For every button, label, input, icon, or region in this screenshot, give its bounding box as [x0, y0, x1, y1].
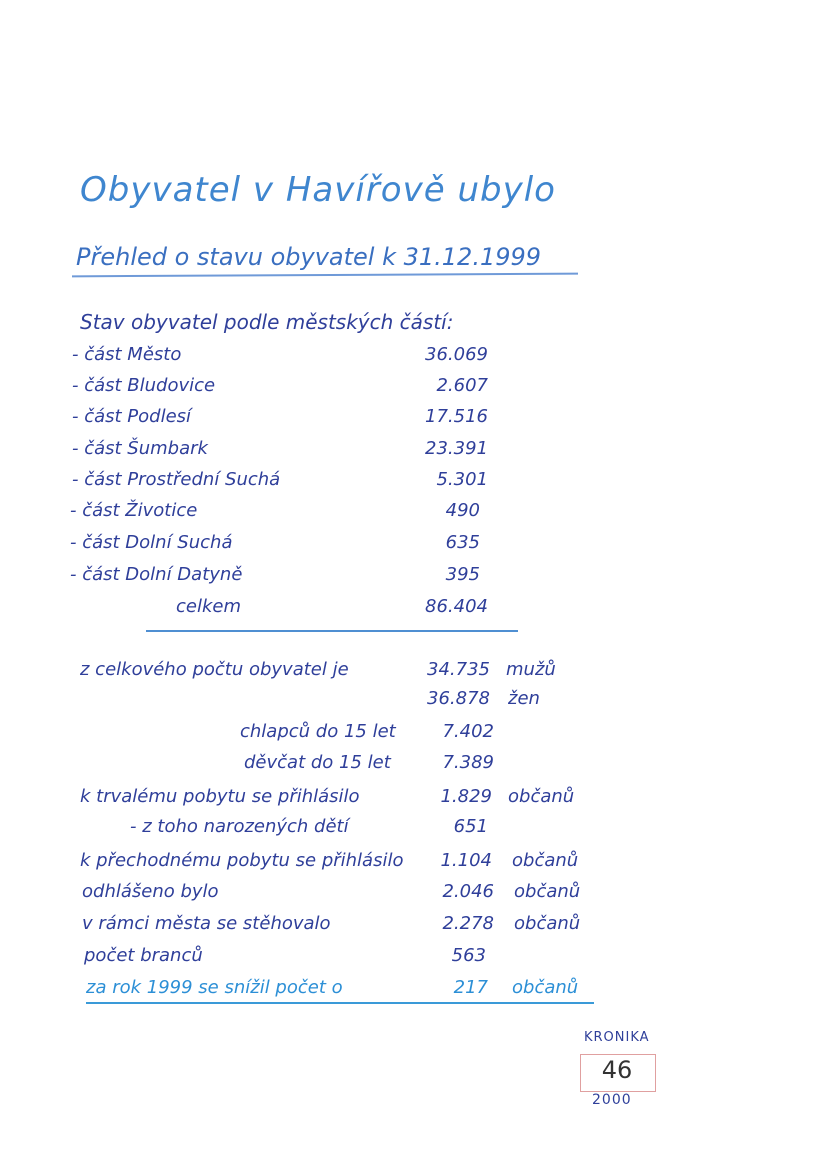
subtitle-underline [72, 273, 578, 278]
district-label: - část Životice [70, 500, 198, 521]
stamp-year: 2000 [592, 1092, 632, 1108]
stat-value-highlight: 217 [453, 977, 488, 998]
page-subtitle: Přehled o stavu obyvatel k 31.12.1999 [76, 243, 542, 271]
stat-unit: občanů [514, 881, 581, 902]
stat-value: 34.735 [427, 659, 490, 680]
total-underline [146, 630, 518, 632]
stat-value: 1.104 [440, 850, 492, 871]
district-label: - část Dolní Datyně [70, 564, 243, 585]
stat-label: chlapců do 15 let [240, 721, 396, 742]
stat-value: 2.278 [442, 913, 494, 934]
stat-label: z celkového počtu obyvatel je [80, 659, 349, 680]
stat-unit-highlight: občanů [512, 977, 579, 998]
total-label: celkem [176, 596, 242, 617]
bottom-underline [86, 1002, 594, 1004]
stamp-label: KRONIKA [584, 1030, 650, 1045]
stat-unit: občanů [508, 786, 575, 807]
stat-unit: občanů [512, 850, 579, 871]
district-value: 635 [445, 532, 480, 553]
stat-label-highlight: za rok 1999 se snížil počet o [86, 977, 343, 998]
district-value: 17.516 [425, 406, 488, 427]
stat-value: 1.829 [440, 786, 492, 807]
districts-heading: Stav obyvatel podle městských částí: [80, 310, 454, 334]
district-label: - část Podlesí [72, 406, 192, 427]
stat-value: 563 [451, 945, 486, 966]
stat-unit: mužů [506, 659, 556, 680]
stat-unit: žen [508, 688, 540, 709]
district-label: - část Město [72, 344, 182, 365]
district-label: - část Prostřední Suchá [72, 469, 281, 490]
total-value: 86.404 [425, 596, 488, 617]
stat-value: 651 [453, 816, 488, 837]
stat-label: odhlášeno bylo [82, 881, 219, 902]
stat-unit: občanů [514, 913, 581, 934]
district-label: - část Bludovice [72, 375, 216, 396]
district-label: - část Dolní Suchá [70, 532, 233, 553]
stat-label: v rámci města se stěhovalo [82, 913, 331, 934]
stat-label: - z toho narozených dětí [130, 816, 349, 837]
district-value: 395 [445, 564, 480, 585]
stat-value: 7.402 [442, 721, 494, 742]
stat-label: děvčat do 15 let [244, 752, 391, 773]
stat-value: 2.046 [442, 881, 494, 902]
stat-value: 7.389 [442, 752, 494, 773]
district-value: 490 [445, 500, 480, 521]
district-value: 23.391 [425, 438, 488, 459]
district-value: 36.069 [425, 344, 488, 365]
page-number: 46 [601, 1056, 633, 1084]
stat-label: k přechodnému pobytu se přihlásilo [80, 850, 404, 871]
district-value: 5.301 [436, 469, 488, 490]
stat-value: 36.878 [427, 688, 490, 709]
district-value: 2.607 [436, 375, 488, 396]
stat-label: počet branců [84, 945, 203, 966]
stat-label: k trvalému pobytu se přihlásilo [80, 786, 360, 807]
district-label: - část Šumbark [72, 438, 208, 459]
page-title: Obyvatel v Havířově ubylo [80, 170, 556, 210]
